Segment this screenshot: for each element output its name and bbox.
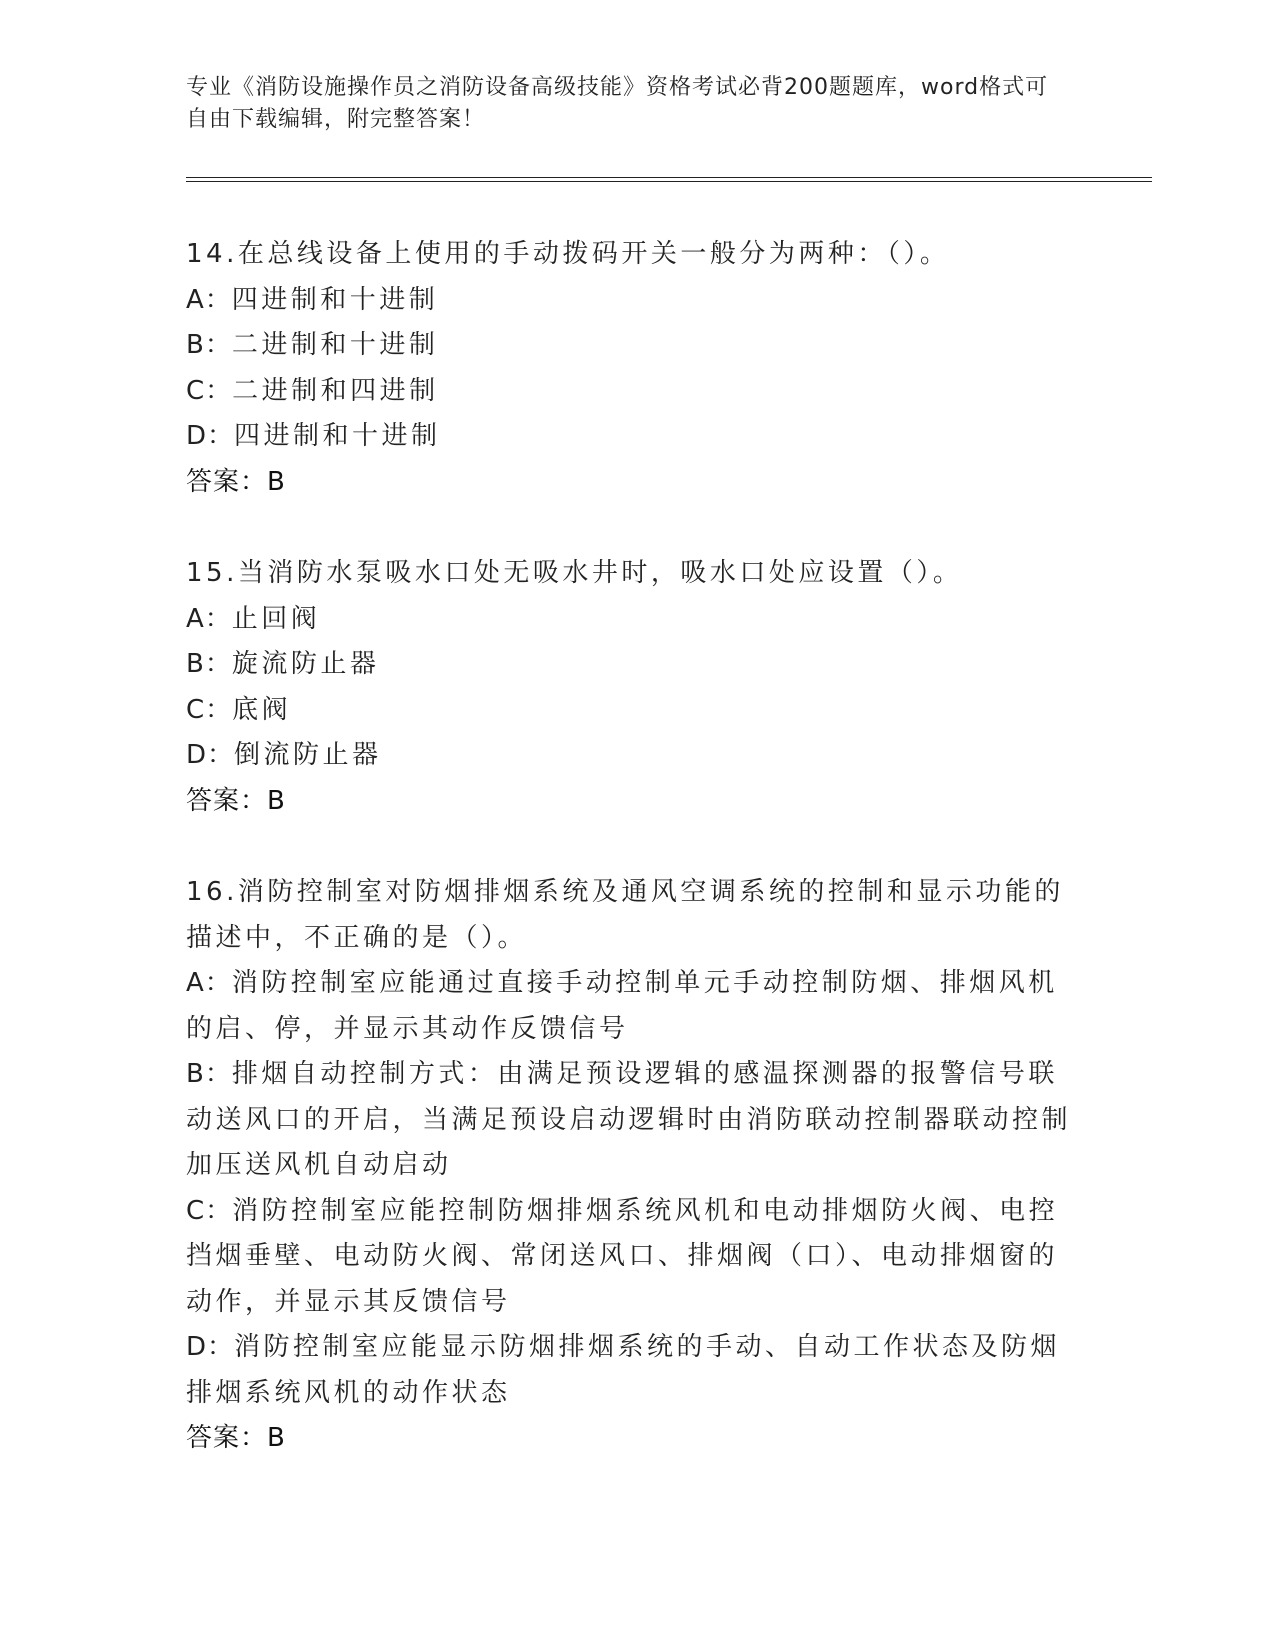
option-letter: C： bbox=[186, 375, 233, 406]
option-b bbox=[186, 323, 1086, 369]
option-a bbox=[186, 278, 1086, 324]
option-text: 底阀 bbox=[232, 694, 292, 725]
option-a bbox=[186, 597, 1086, 643]
option-letter: A： bbox=[186, 284, 232, 315]
option-text: 倒流防止器 bbox=[234, 740, 382, 770]
option-letter: D： bbox=[186, 740, 235, 770]
option-text: 排烟自动控制方式：由满足预设逻辑的感温探测器的报警信号联动送风口的开启，当满足预设启动逻辑时由消防联动控制器联动控制加压送风机自动启动 bbox=[186, 1059, 1072, 1180]
option-b bbox=[186, 1052, 1086, 1189]
option-letter: B： bbox=[186, 649, 232, 679]
option-letter: B： bbox=[186, 330, 232, 360]
option-a bbox=[186, 961, 1086, 1052]
option-text: 二进制和十进制 bbox=[231, 330, 439, 360]
option-text: 止回阀 bbox=[231, 603, 321, 634]
question-16 bbox=[186, 870, 1086, 1462]
option-text: 四进制和十进制 bbox=[231, 284, 439, 315]
option-letter: A： bbox=[186, 968, 232, 998]
question-stem: 15.当消防水泵吸水口处无吸水井时，吸水口处应设置（）。 bbox=[186, 558, 963, 588]
answer-line: 答案：B bbox=[186, 466, 286, 497]
option-c bbox=[186, 1189, 1086, 1326]
option-letter: A： bbox=[186, 603, 232, 634]
option-c bbox=[186, 369, 1086, 415]
option-text: 消防控制室应能显示防烟排烟系统的手动、自动工作状态及防烟排烟系统风机的动作状态 bbox=[186, 1332, 1061, 1408]
question-14 bbox=[186, 232, 1086, 505]
question-stem: 14.在总线设备上使用的手动拨码开关一般分为两种：（）。 bbox=[186, 239, 950, 269]
answer-line: 答案：B bbox=[186, 785, 286, 816]
option-letter: C： bbox=[186, 694, 233, 725]
option-d bbox=[186, 1325, 1086, 1416]
option-c bbox=[186, 688, 1086, 734]
document-header: 专业《消防设施操作员之消防设备高级技能》资格考试必背200题题库，word格式可自由下载编辑，附完整答案！ bbox=[186, 75, 1049, 132]
option-text: 消防控制室应能通过直接手动控制单元手动控制防烟、排烟风机的启、停，并显示其动作反馈信号 bbox=[186, 968, 1058, 1044]
option-text: 二进制和四进制 bbox=[232, 375, 439, 406]
option-letter: C： bbox=[186, 1195, 233, 1226]
answer-line: 答案：B bbox=[186, 1423, 286, 1453]
question-stem: 16.消防控制室对防烟排烟系统及通风空调系统的控制和显示功能的描述中，不正确的是（）。 bbox=[186, 877, 1064, 953]
option-d bbox=[186, 733, 1086, 779]
option-text: 旋流防止器 bbox=[231, 649, 380, 679]
question-15 bbox=[186, 551, 1086, 824]
option-letter: D： bbox=[186, 421, 235, 451]
option-b bbox=[186, 642, 1086, 688]
header-divider bbox=[186, 177, 1152, 182]
option-d bbox=[186, 414, 1086, 460]
option-letter: B： bbox=[186, 1059, 232, 1089]
option-text: 消防控制室应能控制防烟排烟系统风机和电动排烟防火阀、电控挡烟垂壁、电动防火阀、常闭送风口、排烟阀（口）、电动排烟窗的动作，并显示其反馈信号 bbox=[186, 1195, 1059, 1317]
option-letter: D： bbox=[186, 1332, 235, 1362]
option-text: 四进制和十进制 bbox=[234, 421, 441, 451]
